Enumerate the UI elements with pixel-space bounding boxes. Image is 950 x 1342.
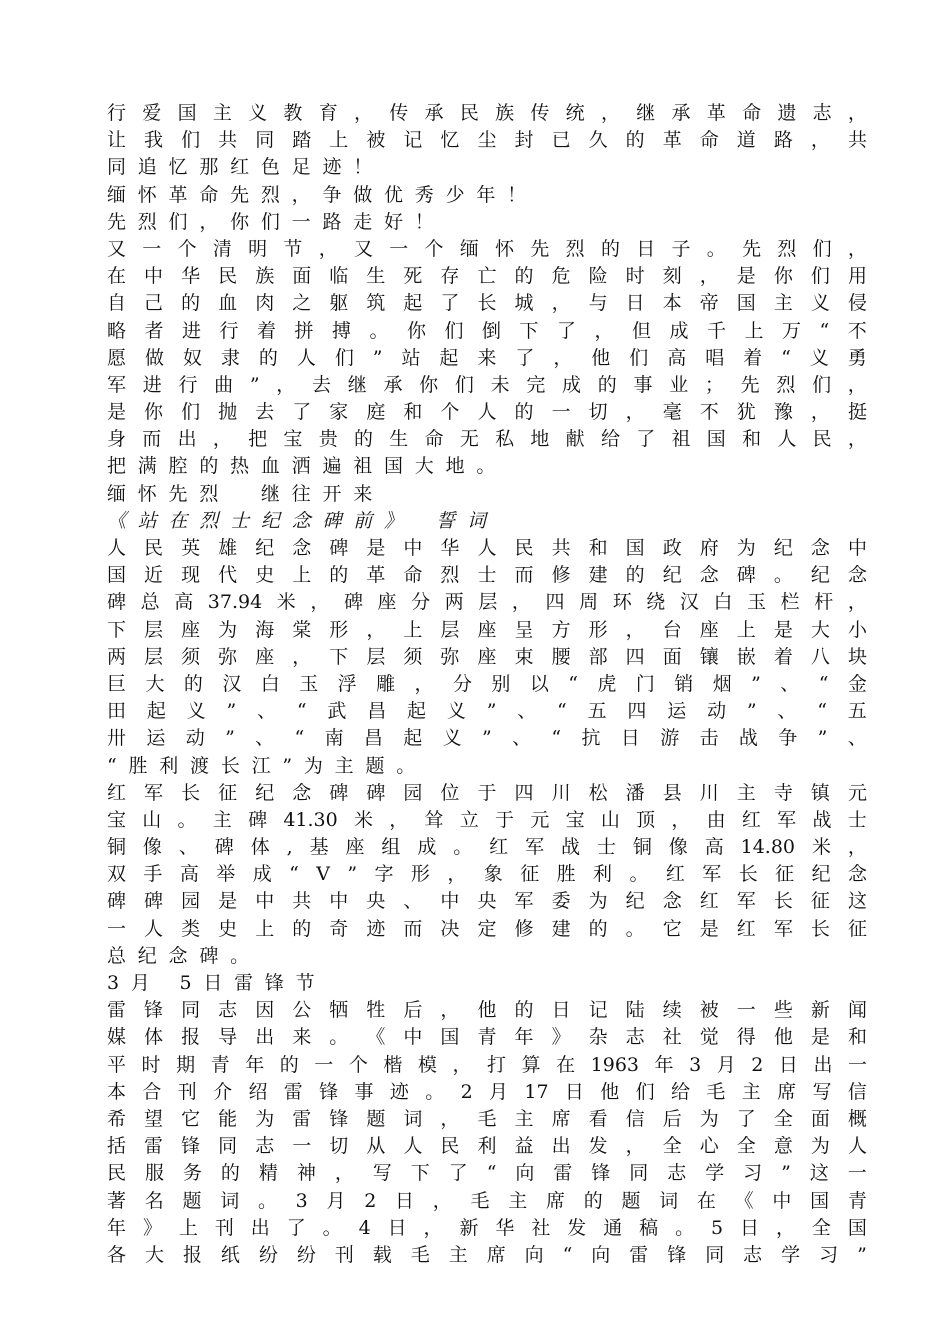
text-line: 人 民 英 雄 纪 念 碑 是 中 华 人 民 共 和 国 政 府 为 纪 念 中 — [107, 537, 867, 559]
text-line: 行 爱 国 主 义 教 育 ， 传 承 民 族 传 统 ， 继 承 革 命 遗 志 ， — [107, 102, 867, 124]
text-line: 两 层 须 弥 座 ， 下 层 须 弥 座 束 腰 部 四 面 镶 嵌 着 八 块 — [107, 645, 867, 668]
text-line: 碑 总 高 37.94 米 ， 碑 座 分 两 层 ， 四 周 环 绕 汉 白 玉 栏 杆 ， — [107, 591, 867, 614]
text-line: 国 近 现 代 史 上 的 革 命 烈 士 而 修 建 的 纪 念 碑 。 纪 念 — [107, 564, 867, 587]
text-line: 碑 碑 园 是 中 共 中 央 、 中 央 军 委 为 纪 念 红 军 长 征 这 — [107, 890, 867, 913]
text-line: 雷 锋 同 志 因 公 牺 牲 后 ， 他 的 日 记 陆 续 被 一 些 新 闻 — [107, 999, 867, 1022]
text-line: 红 军 长 征 纪 念 碑 碑 园 位 于 四 川 松 潘 县 川 主 寺 镇 元 — [107, 781, 867, 804]
text-line: 缅怀先烈 继往开来 — [107, 482, 385, 505]
text-line: 民 服 务 的 精 神 ， 写 下 了 “ 向 雷 锋 同 志 学 习 ” 这 一 — [107, 1162, 867, 1185]
text-line: 下 层 座 为 海 棠 形 ， 上 层 座 呈 方 形 ， 台 座 上 是 大 小 — [107, 618, 867, 641]
text-line: 著 名 题 词 。 3 月 2 日 ， 毛 主 席 的 题 词 在 《 中 国 青 — [107, 1189, 867, 1212]
text-line: 平 时 期 青 年 的 一 个 楷 模 ， 打 算 在 1963 年 3 月 2 日 出 一 — [107, 1053, 867, 1076]
text-line: 铜 像 、 碑 体 , 基 座 组 成 。 红 军 战 士 铜 像 高 14.80 米 ， — [107, 836, 867, 859]
text-line: 卅 运 动 ” 、 “ 南 昌 起 义 ” 、 “ 抗 日 游 击 战 争 ” 、 — [107, 727, 867, 750]
text-line: “胜利渡长江”为主题。 — [107, 754, 428, 777]
text-line: 3月 5日雷锋节 — [107, 972, 327, 994]
text-line: 让 我 们 共 同 踏 上 被 记 忆 尘 封 已 久 的 革 命 道 路 ， 共 — [107, 129, 867, 152]
text-line: 媒 体 报 导 出 来 。 《 中 国 青 年 》 杂 志 社 觉 得 他 是 和 — [107, 1026, 867, 1049]
text-line: 一 人 类 史 上 的 奇 迹 而 决 定 修 建 的 。 它 是 红 军 长 征 — [107, 917, 867, 940]
text-line: 愿 做 奴 隶 的 人 们 ” 站 起 来 了 ， 他 们 高 唱 着 “ 义 勇 — [107, 346, 867, 369]
text-line: 军 进 行 曲 ” ， 去 继 承 你 们 未 完 成 的 事 业 ； 先 烈 们 ， — [107, 373, 867, 396]
text-line: 双 手 高 举 成 “ V ” 字 形 ， 象 征 胜 利 。 红 军 长 征 纪 念 — [107, 863, 867, 886]
text-line: 本 合 刊 介 绍 雷 锋 事 迹 。 2 月 17 日 他 们 给 毛 主 席 写 信 — [107, 1080, 867, 1103]
text-line: 把满腔的热血洒遍祖国大地。 — [107, 455, 508, 478]
text-line: 身 而 出 ， 把 宝 贵 的 生 命 无 私 地 献 给 了 祖 国 和 人 民 ， — [107, 428, 867, 451]
text-line: 在 中 华 民 族 面 临 生 死 存 亡 的 危 险 时 刻 ， 是 你 们 用 — [107, 265, 867, 288]
text-line: 略 者 进 行 着 拼 搏 。 你 们 倒 下 了 ， 但 成 千 上 万 “ 不 — [107, 319, 867, 342]
text-line: 宝 山 。 主 碑 41.30 米 ， 耸 立 于 元 宝 山 顶 ， 由 红 军 战 士 — [107, 808, 867, 831]
text-line: 自 己 的 血 肉 之 躯 筑 起 了 长 城 ， 与 日 本 帝 国 主 义 侵 — [107, 292, 867, 315]
text-line: 缅怀革命先烈，争做优秀少年！ — [107, 183, 538, 206]
text-line: 同追忆那红色足迹！ — [107, 156, 385, 179]
text-line: 《站在烈士纪念碑前》 誓词 — [107, 509, 498, 532]
text-line: 是 你 们 抛 去 了 家 庭 和 个 人 的 一 切 ， 毫 不 犹 豫 ， 挺 — [107, 401, 867, 424]
text-line: 先烈们，你们一路走好！ — [107, 210, 446, 233]
text-line: 总纪念碑。 — [107, 944, 261, 967]
text-line: 年 》 上 刊 出 了 。 4 日 ， 新 华 社 发 通 稿 。 5 日 ， 全 国 — [107, 1216, 867, 1239]
text-line: 各 大 报 纸 纷 纷 刊 载 毛 主 席 向 “ 向 雷 锋 同 志 学 习 ” — [107, 1243, 867, 1266]
text-line: 括 雷 锋 同 志 一 切 从 人 民 利 益 出 发 ， 全 心 全 意 为 人 — [107, 1135, 867, 1158]
text-line: 田 起 义 ” 、 “ 武 昌 起 义 ” 、 “ 五 四 运 动 ” 、 “ 五 — [107, 700, 867, 723]
text-line: 希 望 它 能 为 雷 锋 题 词 ， 毛 主 席 看 信 后 为 了 全 面 概 — [107, 1107, 867, 1130]
text-line: 又 一 个 清 明 节 ， 又 一 个 缅 怀 先 烈 的 日 子 。 先 烈 们 ， — [107, 237, 867, 260]
text-line: 巨 大 的 汉 白 玉 浮 雕 ， 分 别 以 “ 虎 门 销 烟 ” 、 “ 金 — [107, 672, 867, 695]
text-column — [107, 100, 867, 1269]
